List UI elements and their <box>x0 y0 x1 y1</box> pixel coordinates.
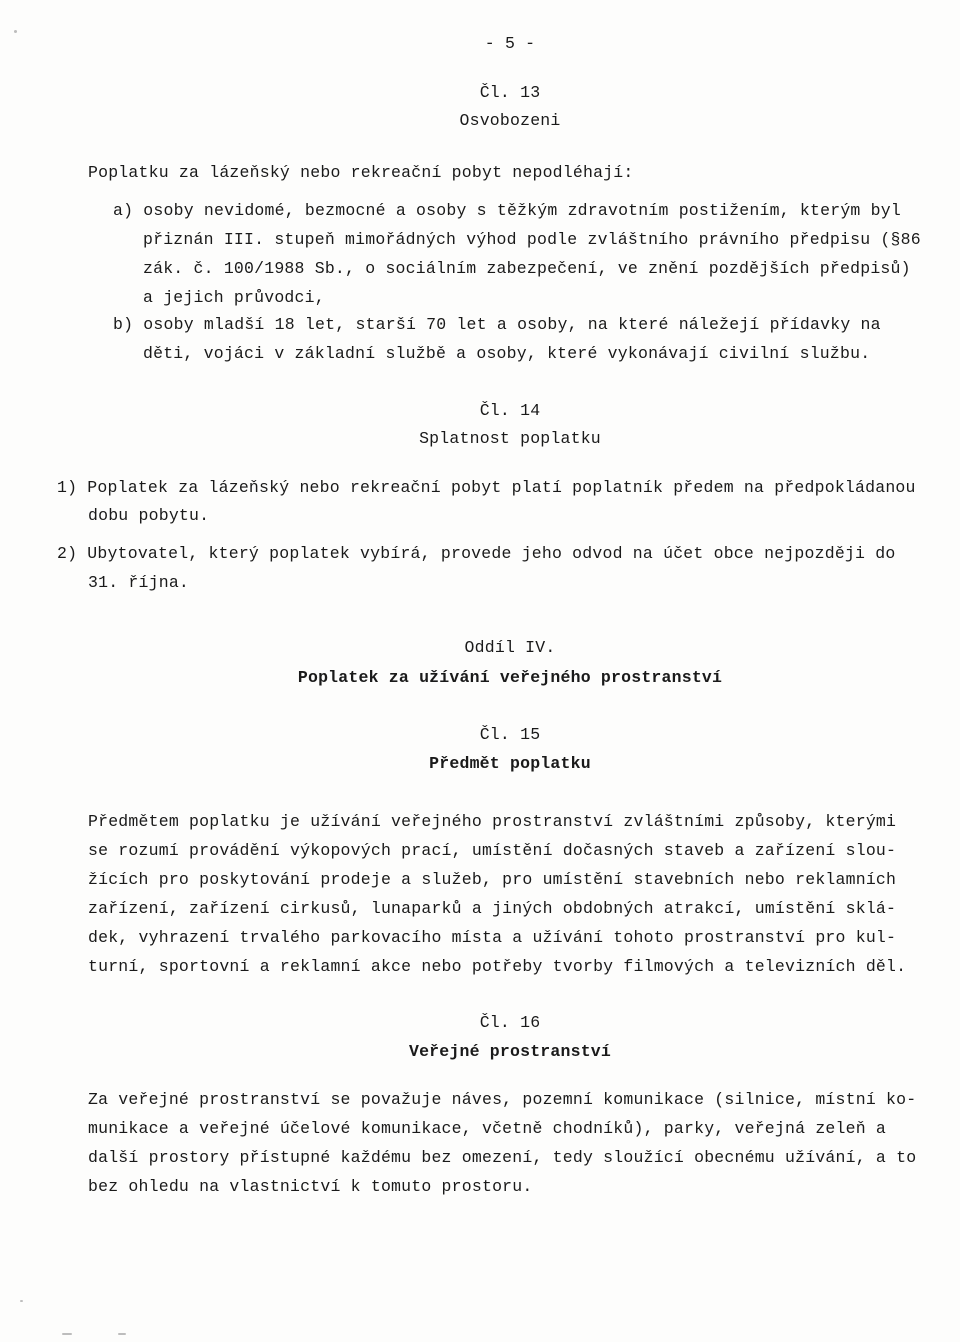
article-16-heading: Čl. 16 <box>479 1013 541 1032</box>
article-16-line-2: munikace a veřejné účelové komunikace, včetně chodníků), parky, veřejná zeleň a <box>88 1119 887 1138</box>
article-16-line-4: bez ohledu na vlastnictví k tomuto prostoru. <box>88 1177 533 1196</box>
article-14-title: Splatnost poplatku <box>419 429 601 448</box>
scan-speck <box>14 30 17 33</box>
article-16-line-3: další prostory přístupné každému bez omezení, tedy sloužící obecnému užívání, a to <box>88 1148 917 1167</box>
article-14-para-2-line-1: 2) Ubytovatel, který poplatek vybírá, provede jeho odvod na účet obce nejpozději do <box>57 544 896 563</box>
page-number: - 5 - <box>484 34 536 53</box>
article-15-line-4: zařízení, zařízení cirkusů, lunaparků a jiných obdobných atrakcí, umístění sklá- <box>88 899 897 918</box>
article-15-heading: Čl. 15 <box>479 725 541 744</box>
article-16-title: Veřejné prostranství <box>408 1042 612 1061</box>
article-15-line-3: žících pro poskytování prodeje a služeb, pro umístění stavebních nebo reklamních <box>88 870 897 889</box>
article-15-line-5: dek, vyhrazení trvalého parkovacího místa a užívání tohoto prostranství pro kul- <box>88 928 897 947</box>
article-14-para-1-line-1: 1) Poplatek za lázeňský nebo rekreační pobyt platí poplatník předem na předpokládanou <box>57 478 916 497</box>
article-14-para-2-line-2: 31. října. <box>88 573 190 592</box>
article-14-para-1-line-2: dobu pobytu. <box>88 506 210 525</box>
article-13-item-a-line-1: a) osoby nevidomé, bezmocné a osoby s těžkým zdravotním postižením, kterým byl <box>113 201 901 220</box>
article-14-heading: Čl. 14 <box>479 401 541 420</box>
article-13-intro: Poplatku za lázeňský nebo rekreační pobyt nepodléhají: <box>88 163 634 182</box>
article-13-title: Osvobozeni <box>459 111 561 130</box>
article-13-item-a-line-4: a jejich průvodci, <box>143 288 325 307</box>
article-15-line-1: Předmětem poplatku je užívání veřejného prostranství zvláštními způsoby, kterými <box>88 812 897 831</box>
article-16-line-1: Za veřejné prostranství se považuje náves, pozemní komunikace (silnice, místní ko- <box>88 1090 917 1109</box>
scan-speck <box>20 1300 23 1302</box>
section-4-heading: Oddíl IV. <box>464 638 556 657</box>
article-15-title: Předmět poplatku <box>429 754 591 773</box>
scan-speck <box>118 1333 126 1335</box>
article-15-line-2: se rozumí provádění výkopových prací, umístění dočasných staveb a zařízení slou- <box>88 841 897 860</box>
article-13-item-a-line-2: přiznán III. stupeň mimořádných výhod podle zvláštního právního předpisu (§86 <box>143 230 921 249</box>
article-13-heading: Čl. 13 <box>479 83 541 102</box>
article-15-line-6: turní, sportovní a reklamní akce nebo potřeby tvorby filmových a televizních děl. <box>88 957 907 976</box>
article-13-item-b-line-1: b) osoby mladší 18 let, starší 70 let a osoby, na které náležejí přídavky na <box>113 315 881 334</box>
article-13-item-a-line-3: zák. č. 100/1988 Sb., o sociálním zabezpečení, ve znění pozdějších předpisů) <box>143 259 911 278</box>
section-4-title: Poplatek za užívání veřejného prostranství <box>297 668 723 687</box>
article-13-item-b-line-2: děti, vojáci v základní službě a osoby, které vykonávají civilní službu. <box>143 344 871 363</box>
scan-speck <box>62 1333 72 1335</box>
